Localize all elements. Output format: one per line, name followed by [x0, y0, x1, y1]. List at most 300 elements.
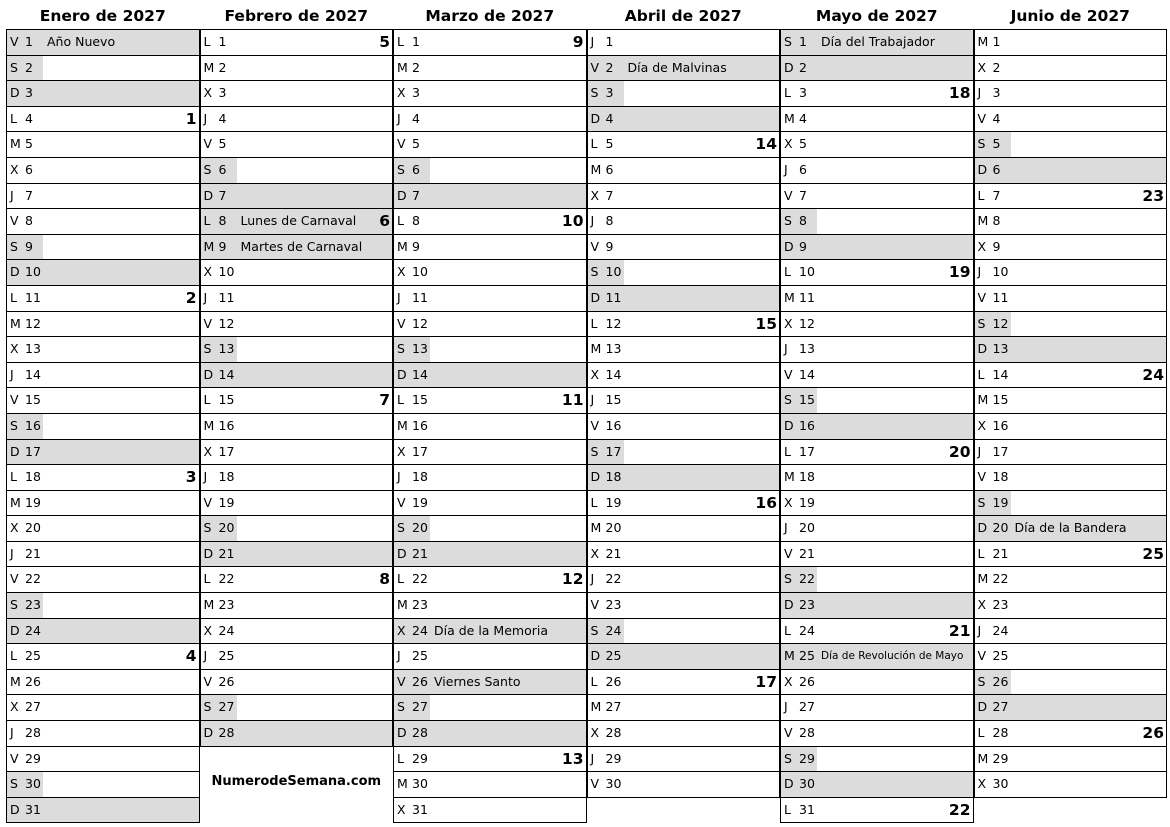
weekday-letter: M — [397, 776, 408, 792]
weekday-letter: X — [10, 520, 19, 536]
day-row — [588, 209, 780, 235]
weekday-letter: M — [10, 315, 21, 331]
day-row — [7, 337, 199, 363]
day-number: 29 — [412, 750, 428, 766]
weekday-letter: L — [397, 34, 404, 49]
weekday-letter: V — [977, 110, 987, 126]
day-row — [394, 747, 586, 773]
day-number: 19 — [25, 494, 41, 510]
day-row — [201, 363, 393, 389]
day-row — [7, 184, 199, 210]
day-row — [394, 260, 586, 286]
weekday-letter: L — [10, 648, 17, 664]
day-number: 4 — [412, 110, 420, 126]
day-row — [781, 388, 973, 414]
day-row — [781, 567, 973, 593]
weekday-letter: V — [590, 597, 600, 613]
weekday-letter: V — [10, 392, 19, 408]
day-number: 26 — [992, 673, 1009, 689]
day-row — [7, 695, 199, 721]
day-number: 3 — [218, 85, 227, 101]
day-number: 2 — [412, 59, 420, 75]
week-number: 12 — [561, 570, 584, 589]
day-row — [588, 695, 780, 721]
weekday-letter: J — [203, 648, 208, 664]
weekday-letter: M — [977, 750, 989, 766]
day-row — [394, 81, 586, 107]
weekday-letter: L — [784, 622, 791, 638]
weekday-letter: S — [784, 750, 792, 766]
day-number: 11 — [218, 289, 235, 305]
weekday-letter: X — [10, 699, 19, 715]
day-row — [7, 465, 199, 491]
week-number: 11 — [561, 391, 584, 410]
day-row — [201, 491, 393, 517]
day-number: 22 — [25, 571, 41, 587]
weekday-letter: V — [397, 136, 406, 152]
day-number: 14 — [605, 366, 622, 382]
day-row — [588, 388, 780, 414]
day-number: 31 — [25, 801, 41, 817]
day-number: 31 — [799, 801, 815, 817]
day-row — [781, 56, 973, 82]
day-row — [201, 158, 393, 184]
day-number: 27 — [992, 699, 1009, 715]
weekday-letter: L — [397, 392, 404, 408]
day-number: 4 — [25, 110, 33, 126]
day-row — [201, 56, 393, 82]
day-number: 10 — [605, 264, 622, 280]
weekday-letter: V — [397, 315, 406, 331]
day-row — [7, 235, 199, 261]
day-list — [974, 29, 1168, 798]
day-row — [975, 363, 1167, 389]
day-number: 8 — [992, 213, 1001, 229]
weekday-letter: V — [590, 59, 600, 75]
day-row — [781, 337, 973, 363]
month-title: Abril de 2027 — [624, 7, 742, 25]
weekday-letter: M — [977, 213, 989, 229]
weekday-letter: M — [977, 392, 989, 408]
day-number: 14 — [992, 366, 1009, 382]
holiday-name: Día de la Memoria — [434, 622, 549, 638]
weekday-letter: J — [10, 545, 14, 561]
day-row — [975, 747, 1167, 773]
day-number: 25 — [218, 648, 235, 664]
weekday-letter: J — [10, 725, 14, 741]
weekday-letter: M — [10, 494, 21, 510]
weekday-letter: M — [10, 136, 21, 152]
weekday-letter: X — [203, 85, 213, 101]
day-row — [394, 158, 586, 184]
day-row — [394, 363, 586, 389]
day-number: 25 — [412, 648, 428, 664]
day-row — [975, 388, 1167, 414]
weekday-letter: X — [397, 443, 406, 459]
month-column — [974, 4, 1168, 798]
day-row — [588, 670, 780, 696]
day-number: 12 — [218, 315, 235, 331]
day-row — [7, 619, 199, 645]
day-row — [7, 107, 199, 133]
weekday-letter: M — [397, 238, 408, 254]
day-row — [781, 286, 973, 312]
day-number: 31 — [412, 801, 428, 817]
day-number: 2 — [218, 59, 227, 75]
week-number: 6 — [379, 212, 390, 231]
day-row — [975, 158, 1167, 184]
holiday-name: Día de la Bandera — [1014, 520, 1127, 536]
weekday-letter: L — [203, 213, 211, 229]
day-number: 11 — [799, 289, 815, 305]
day-number: 18 — [605, 469, 622, 485]
weekday-letter: S — [590, 622, 599, 638]
day-row — [975, 184, 1167, 210]
day-number: 20 — [992, 520, 1009, 536]
day-row — [781, 132, 973, 158]
day-row — [588, 414, 780, 440]
day-row — [588, 337, 780, 363]
weekday-letter: S — [784, 392, 792, 408]
day-number: 12 — [605, 315, 622, 331]
weekday-letter: S — [784, 34, 792, 49]
weekday-letter: J — [784, 699, 788, 715]
day-number: 30 — [992, 776, 1009, 792]
day-number: 4 — [992, 110, 1001, 126]
weekday-letter: D — [10, 801, 20, 817]
weekday-letter: M — [977, 571, 989, 587]
day-row — [201, 286, 393, 312]
day-row — [781, 158, 973, 184]
day-row — [975, 30, 1167, 56]
day-list — [6, 29, 200, 823]
day-number: 3 — [605, 85, 614, 101]
weekday-letter: J — [397, 289, 401, 305]
day-row — [7, 772, 199, 798]
weekday-letter: V — [590, 417, 600, 433]
weekday-letter: M — [784, 289, 795, 305]
weekday-letter: J — [203, 289, 208, 305]
week-number: 25 — [1142, 544, 1164, 563]
day-row — [394, 516, 586, 542]
day-row — [781, 363, 973, 389]
weekday-letter: S — [590, 443, 599, 459]
weekday-letter: D — [590, 648, 601, 664]
day-number: 7 — [605, 187, 614, 203]
weekday-letter: J — [203, 110, 208, 126]
month-title: Enero de 2027 — [39, 7, 166, 25]
day-row — [201, 516, 393, 542]
day-row — [201, 695, 393, 721]
day-row — [975, 721, 1167, 747]
day-number: 16 — [605, 417, 622, 433]
day-number: 3 — [799, 85, 807, 101]
day-row — [588, 132, 780, 158]
weekday-letter: X — [590, 725, 600, 741]
month-title: Junio de 2027 — [1010, 7, 1130, 25]
day-number: 11 — [25, 289, 41, 305]
day-row — [588, 542, 780, 568]
day-number: 10 — [25, 264, 41, 280]
weekday-letter: V — [397, 494, 406, 510]
day-number: 22 — [992, 571, 1009, 587]
weekday-letter: D — [397, 725, 407, 741]
day-row — [394, 286, 586, 312]
day-number: 10 — [412, 264, 428, 280]
weekday-letter: J — [590, 34, 595, 49]
day-row — [975, 132, 1167, 158]
weekday-letter: M — [590, 161, 602, 177]
day-number: 1 — [218, 34, 227, 49]
day-row — [394, 414, 586, 440]
day-number: 23 — [412, 597, 428, 613]
weekday-letter: S — [397, 341, 405, 357]
day-row — [975, 337, 1167, 363]
weekday-letter: J — [784, 161, 788, 177]
day-row — [975, 312, 1167, 338]
weekday-letter: L — [977, 366, 985, 382]
day-number: 1 — [992, 34, 1001, 49]
week-number: 22 — [948, 800, 971, 819]
day-number: 22 — [799, 571, 815, 587]
weekday-letter: M — [397, 59, 408, 75]
weekday-letter: V — [784, 725, 793, 741]
weekday-letter: X — [10, 341, 19, 357]
weekday-letter: J — [397, 469, 401, 485]
day-row — [7, 260, 199, 286]
weekday-letter: D — [590, 110, 601, 126]
day-number: 9 — [25, 238, 33, 254]
weekday-letter: X — [203, 443, 213, 459]
day-row — [201, 619, 393, 645]
day-number: 5 — [25, 136, 33, 152]
weekday-letter: S — [397, 161, 405, 177]
day-row — [394, 107, 586, 133]
weekday-letter: X — [977, 417, 987, 433]
weekday-letter: D — [977, 520, 988, 536]
day-row — [781, 107, 973, 133]
day-row — [7, 440, 199, 466]
day-row — [781, 516, 973, 542]
day-number: 25 — [605, 648, 622, 664]
day-row — [7, 721, 199, 747]
weekday-letter: X — [977, 59, 987, 75]
weekday-letter: X — [203, 622, 213, 638]
weekday-letter: L — [590, 315, 598, 331]
day-number: 17 — [218, 443, 235, 459]
day-row — [394, 721, 586, 747]
day-number: 7 — [412, 187, 420, 203]
holiday-row — [7, 30, 199, 56]
day-number: 1 — [25, 34, 33, 49]
day-number: 13 — [992, 341, 1009, 357]
weekday-letter: S — [397, 699, 405, 715]
weekday-letter: M — [590, 520, 602, 536]
day-row — [975, 644, 1167, 670]
holiday-row — [781, 30, 973, 56]
day-row — [7, 491, 199, 517]
day-row — [7, 388, 199, 414]
weekday-letter: S — [784, 571, 792, 587]
weekday-letter: S — [977, 136, 986, 152]
day-row — [201, 132, 393, 158]
day-row — [7, 567, 199, 593]
day-number: 12 — [412, 315, 428, 331]
day-row — [588, 158, 780, 184]
holiday-row — [781, 644, 973, 670]
day-row — [201, 81, 393, 107]
day-row — [588, 107, 780, 133]
day-list — [780, 29, 974, 823]
day-number: 22 — [605, 571, 622, 587]
weekday-letter: J — [397, 110, 401, 126]
day-number: 18 — [799, 469, 815, 485]
day-row — [781, 81, 973, 107]
day-row — [201, 184, 393, 210]
day-number: 27 — [605, 699, 622, 715]
month-column — [780, 4, 974, 823]
weekday-letter: J — [590, 213, 595, 229]
day-row — [201, 593, 393, 619]
day-number: 21 — [218, 545, 235, 561]
weekday-letter: S — [397, 520, 405, 536]
day-number: 24 — [412, 622, 428, 638]
weekday-letter: L — [784, 801, 791, 817]
day-number: 14 — [25, 366, 41, 382]
day-number: 21 — [412, 545, 428, 561]
day-number: 21 — [605, 545, 622, 561]
day-row — [975, 81, 1167, 107]
weekday-letter: V — [397, 673, 406, 689]
day-number: 12 — [992, 315, 1009, 331]
day-row — [781, 772, 973, 798]
weekday-letter: D — [977, 161, 988, 177]
day-number: 22 — [412, 571, 428, 587]
day-number: 23 — [25, 597, 41, 613]
day-number: 24 — [992, 622, 1009, 638]
day-number: 13 — [218, 341, 235, 357]
day-number: 27 — [25, 699, 41, 715]
day-number: 18 — [218, 469, 235, 485]
day-row — [7, 158, 199, 184]
holiday-name: Viernes Santo — [434, 673, 521, 689]
weekday-letter: M — [10, 673, 21, 689]
day-row — [201, 542, 393, 568]
weekday-letter: J — [203, 469, 208, 485]
weekday-letter: D — [397, 187, 407, 203]
holiday-row — [201, 209, 393, 235]
day-number: 3 — [992, 85, 1001, 101]
weekday-letter: S — [10, 238, 18, 254]
day-number: 25 — [799, 648, 815, 664]
day-number: 2 — [799, 59, 807, 75]
holiday-row — [394, 619, 586, 645]
weekday-letter: D — [784, 776, 794, 792]
weekday-letter: V — [590, 776, 600, 792]
weekday-letter: M — [203, 597, 215, 613]
holiday-name: Día de Revolución de Mayo — [821, 650, 964, 663]
day-number: 10 — [218, 264, 235, 280]
day-number: 9 — [992, 238, 1001, 254]
day-number: 20 — [218, 520, 235, 536]
day-number: 7 — [25, 187, 33, 203]
weekday-letter: M — [203, 238, 215, 254]
day-row — [7, 542, 199, 568]
day-number: 8 — [218, 213, 227, 229]
holiday-row — [975, 516, 1167, 542]
day-number: 13 — [605, 341, 622, 357]
day-number: 15 — [799, 392, 815, 408]
day-number: 21 — [799, 545, 815, 561]
weekday-letter: L — [784, 443, 791, 459]
day-row — [201, 721, 393, 747]
day-number: 28 — [799, 725, 815, 741]
day-row — [975, 542, 1167, 568]
weekday-letter: L — [784, 85, 791, 101]
holiday-row — [588, 56, 780, 82]
day-row — [781, 593, 973, 619]
day-number: 11 — [412, 289, 428, 305]
day-row — [588, 721, 780, 747]
weekday-letter: V — [977, 289, 987, 305]
day-row — [588, 312, 780, 338]
weekday-letter: L — [203, 392, 211, 408]
day-row — [201, 30, 393, 56]
day-number: 17 — [25, 443, 41, 459]
day-number: 28 — [218, 725, 235, 741]
day-number: 29 — [992, 750, 1009, 766]
day-row — [394, 337, 586, 363]
weekday-letter: V — [203, 673, 213, 689]
holiday-name: Lunes de Carnaval — [240, 213, 357, 229]
day-number: 12 — [799, 315, 815, 331]
day-row — [201, 337, 393, 363]
day-row — [975, 414, 1167, 440]
day-row — [7, 747, 199, 773]
weekday-letter: M — [397, 597, 408, 613]
holiday-row — [201, 235, 393, 261]
day-row — [781, 491, 973, 517]
week-number: 18 — [948, 84, 971, 103]
weekday-letter: L — [397, 213, 404, 229]
weekday-letter: D — [10, 443, 20, 459]
day-number: 28 — [605, 725, 622, 741]
weekday-letter: L — [397, 571, 404, 587]
day-number: 16 — [992, 417, 1009, 433]
day-row — [394, 491, 586, 517]
week-number: 9 — [572, 33, 584, 51]
weekday-letter: S — [590, 85, 599, 101]
day-number: 14 — [218, 366, 235, 382]
day-row — [588, 619, 780, 645]
week-number: 20 — [948, 442, 971, 461]
day-number: 15 — [218, 392, 235, 408]
day-row — [781, 312, 973, 338]
day-row — [588, 440, 780, 466]
weekday-letter: D — [784, 597, 794, 613]
day-row — [394, 593, 586, 619]
weekday-letter: J — [397, 648, 401, 664]
day-row — [588, 30, 780, 56]
week-number: 7 — [379, 391, 390, 410]
day-number: 30 — [412, 776, 428, 792]
day-row — [201, 644, 393, 670]
day-row — [394, 209, 586, 235]
month-column — [200, 4, 394, 747]
weekday-letter: X — [397, 264, 406, 280]
weekday-letter: V — [784, 187, 793, 203]
weekday-letter: L — [977, 187, 985, 203]
